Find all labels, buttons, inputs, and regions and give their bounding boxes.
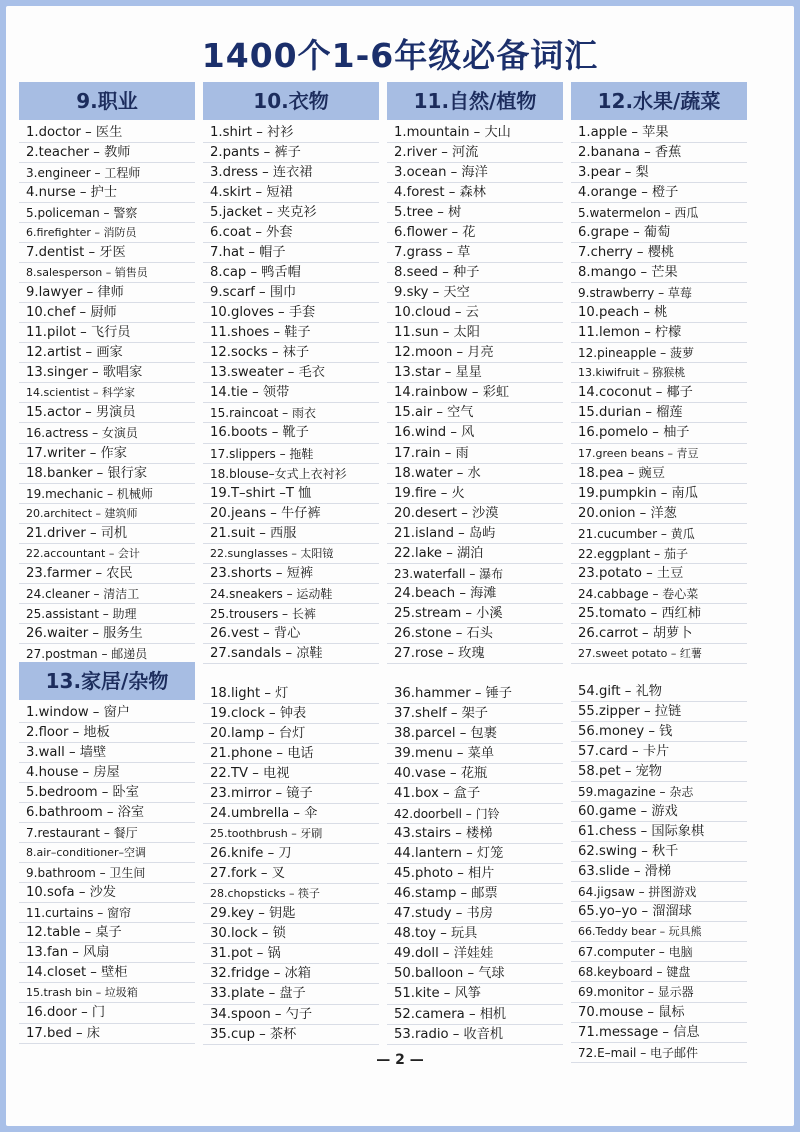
word-item: 14.scientist – 科学家 (19, 383, 195, 403)
word-item: 61.chess – 国际象棋 (571, 822, 747, 842)
word-item: 4.nurse – 护士 (19, 183, 195, 203)
word-item: 2.pants – 裤子 (203, 143, 379, 163)
word-item: 27.fork – 叉 (203, 864, 379, 884)
word-item: 16.boots – 靴子 (203, 423, 379, 443)
word-item: 23.farmer – 农民 (19, 564, 195, 584)
word-item: 17.writer – 作家 (19, 444, 195, 464)
word-item: 9.scarf – 围巾 (203, 283, 379, 303)
word-item: 7.dentist – 牙医 (19, 243, 195, 263)
word-item: 13.star – 星星 (387, 363, 563, 383)
word-item: 12.socks – 袜子 (203, 343, 379, 363)
word-item: 16.door – 门 (19, 1003, 195, 1023)
word-list (571, 682, 747, 1063)
word-item: 31.pot – 锅 (203, 944, 379, 964)
word-item: 49.doll – 洋娃娃 (387, 944, 563, 964)
word-item: 69.monitor – 显示器 (571, 982, 747, 1002)
word-item: 38.parcel – 包裹 (387, 724, 563, 744)
word-item: 3.engineer – 工程师 (19, 163, 195, 183)
word-item: 66.Teddy bear – 玩具熊 (571, 922, 747, 942)
word-item: 27.rose – 玫瑰 (387, 644, 563, 664)
word-item: 60.game – 游戏 (571, 802, 747, 822)
word-item: 23.mirror – 镜子 (203, 784, 379, 804)
word-list (571, 123, 747, 664)
word-item: 59.magazine – 杂志 (571, 782, 747, 802)
word-item: 10.chef – 厨师 (19, 303, 195, 323)
word-item: 15.raincoat – 雨衣 (203, 403, 379, 423)
word-item: 10.peach – 桃 (571, 303, 747, 323)
word-item: 52.camera – 相机 (387, 1005, 563, 1025)
word-item: 21.cucumber – 黄瓜 (571, 524, 747, 544)
word-item: 1.mountain – 大山 (387, 123, 563, 143)
word-item: 11.sun – 太阳 (387, 323, 563, 343)
word-item: 4.orange – 橙子 (571, 183, 747, 203)
word-item: 40.vase – 花瓶 (387, 764, 563, 784)
word-item: 12.pineapple – 菠萝 (571, 343, 747, 363)
word-item: 3.ocean – 海洋 (387, 163, 563, 183)
word-list (387, 123, 563, 664)
word-item: 1.doctor – 医生 (19, 123, 195, 143)
word-item: 50.balloon – 气球 (387, 964, 563, 984)
word-item: 13.singer – 歌唱家 (19, 363, 195, 383)
section-household-cont-4 (571, 679, 747, 1063)
word-item: 29.key – 钥匙 (203, 904, 379, 924)
section-household-cont-3 (387, 681, 563, 1045)
word-item: 8.mango – 芒果 (571, 263, 747, 283)
word-item: 57.card – 卡片 (571, 742, 747, 762)
section-occupations (19, 82, 195, 664)
word-item: 11.curtains – 窗帘 (19, 903, 195, 923)
word-item: 4.skirt – 短裙 (203, 183, 379, 203)
word-item: 1.apple – 苹果 (571, 123, 747, 143)
word-item: 22.accountant – 会计 (19, 544, 195, 564)
word-item: 47.study – 书房 (387, 904, 563, 924)
word-item: 7.grass – 草 (387, 243, 563, 263)
word-item: 25.stream – 小溪 (387, 604, 563, 624)
word-item: 37.shelf – 架子 (387, 704, 563, 724)
word-item: 6.coat – 外套 (203, 223, 379, 243)
word-item: 15.actor – 男演员 (19, 403, 195, 423)
word-item: 5.tree – 树 (387, 203, 563, 223)
word-item: 15.air – 空气 (387, 403, 563, 423)
word-item: 11.shoes – 鞋子 (203, 323, 379, 343)
word-item: 67.computer – 电脑 (571, 942, 747, 962)
word-item: 25.trousers – 长裤 (203, 604, 379, 624)
word-item: 21.suit – 西服 (203, 524, 379, 544)
word-item: 43.stairs – 楼梯 (387, 824, 563, 844)
word-item: 2.floor – 地板 (19, 723, 195, 743)
word-list (203, 123, 379, 664)
page (6, 6, 794, 1126)
word-item: 24.sneakers – 运动鞋 (203, 584, 379, 604)
word-item: 5.bedroom – 卧室 (19, 783, 195, 803)
word-item: 63.slide – 滑梯 (571, 862, 747, 882)
word-item: 14.tie – 领带 (203, 383, 379, 403)
word-list (19, 123, 195, 664)
word-item: 17.rain – 雨 (387, 444, 563, 464)
word-item: 9.lawyer – 律师 (19, 283, 195, 303)
word-item: 21.driver – 司机 (19, 524, 195, 544)
word-item: 55.zipper – 拉链 (571, 702, 747, 722)
word-item: 2.river – 河流 (387, 143, 563, 163)
word-item: 72.E–mail – 电子邮件 (571, 1043, 747, 1063)
section-household-cont-2 (203, 681, 379, 1045)
word-item: 28.chopsticks – 筷子 (203, 884, 379, 904)
word-item: 20.desert – 沙漠 (387, 504, 563, 524)
word-item: 56.money – 钱 (571, 722, 747, 742)
word-item: 23.potato – 土豆 (571, 564, 747, 584)
word-item: 19.mechanic – 机械师 (19, 484, 195, 504)
word-item: 3.pear – 梨 (571, 163, 747, 183)
page-title: 1400个1-6年级必备词汇 (201, 36, 599, 75)
section-heading: 9.职业 (19, 82, 195, 120)
word-item: 20.onion – 洋葱 (571, 504, 747, 524)
section-heading: 10.衣物 (203, 82, 379, 120)
word-item: 9.bathroom – 卫生间 (19, 863, 195, 883)
word-item: 62.swing – 秋千 (571, 842, 747, 862)
word-item: 68.keyboard – 键盘 (571, 962, 747, 982)
word-item: 25.toothbrush – 牙刷 (203, 824, 379, 844)
word-item: 71.message – 信息 (571, 1023, 747, 1043)
word-item: 65.yo–yo – 溜溜球 (571, 902, 747, 922)
word-item: 25.assistant – 助理 (19, 604, 195, 624)
section-heading: 11.自然/植物 (387, 82, 563, 120)
word-item: 44.lantern – 灯笼 (387, 844, 563, 864)
word-item: 19.fire – 火 (387, 484, 563, 504)
word-item: 39.menu – 菜单 (387, 744, 563, 764)
word-item: 16.actress – 女演员 (19, 423, 195, 443)
word-item: 27.postman – 邮递员 (19, 644, 195, 664)
word-item: 5.watermelon – 西瓜 (571, 203, 747, 223)
word-item: 26.vest – 背心 (203, 624, 379, 644)
word-item: 17.slippers – 拖鞋 (203, 444, 379, 464)
word-item: 48.toy – 玩具 (387, 924, 563, 944)
word-item: 6.flower – 花 (387, 223, 563, 243)
word-item: 13.sweater – 毛衣 (203, 363, 379, 383)
word-item: 19.clock – 钟表 (203, 704, 379, 724)
word-list (19, 703, 195, 1044)
word-item: 7.cherry – 樱桃 (571, 243, 747, 263)
word-item: 18.pea – 豌豆 (571, 464, 747, 484)
word-item: 27.sandals – 凉鞋 (203, 644, 379, 664)
section-clothing (203, 82, 379, 664)
word-item: 13.kiwifruit – 猕猴桃 (571, 363, 747, 383)
word-item: 64.jigsaw – 拼图游戏 (571, 882, 747, 902)
word-item: 20.jeans – 牛仔裤 (203, 504, 379, 524)
word-item: 14.closet – 壁柜 (19, 963, 195, 983)
word-item: 30.lock – 锁 (203, 924, 379, 944)
section-nature (387, 82, 563, 664)
word-item: 42.doorbell – 门铃 (387, 804, 563, 824)
word-item: 5.jacket – 夹克衫 (203, 203, 379, 223)
word-item: 5.policeman – 警察 (19, 203, 195, 223)
word-item: 18.water – 水 (387, 464, 563, 484)
word-item: 51.kite – 风筝 (387, 984, 563, 1004)
word-item: 16.pomelo – 柚子 (571, 423, 747, 443)
word-item: 35.cup – 茶杯 (203, 1025, 379, 1045)
word-item: 45.photo – 相片 (387, 864, 563, 884)
word-item: 21.phone – 电话 (203, 744, 379, 764)
word-item: 18.banker – 银行家 (19, 464, 195, 484)
word-item: 3.wall – 墙壁 (19, 743, 195, 763)
word-item: 27.sweet potato – 红薯 (571, 644, 747, 664)
word-list (387, 684, 563, 1045)
section-fruits-vegetables (571, 82, 747, 664)
word-item: 7.hat – 帽子 (203, 243, 379, 263)
word-item: 23.shorts – 短裤 (203, 564, 379, 584)
word-item: 26.knife – 刀 (203, 844, 379, 864)
word-item: 10.cloud – 云 (387, 303, 563, 323)
word-item: 20.lamp – 台灯 (203, 724, 379, 744)
word-item: 12.artist – 画家 (19, 343, 195, 363)
word-item: 46.stamp – 邮票 (387, 884, 563, 904)
word-item: 22.eggplant – 茄子 (571, 544, 747, 564)
word-item: 14.coconut – 椰子 (571, 383, 747, 403)
word-item: 9.sky – 天空 (387, 283, 563, 303)
word-item: 34.spoon – 勺子 (203, 1005, 379, 1025)
word-item: 20.architect – 建筑师 (19, 504, 195, 524)
word-item: 16.wind – 风 (387, 423, 563, 443)
word-item: 18.light – 灯 (203, 684, 379, 704)
word-item: 12.moon – 月亮 (387, 343, 563, 363)
word-item: 33.plate – 盘子 (203, 984, 379, 1004)
section-heading: 13.家居/杂物 (19, 662, 195, 700)
word-item: 8.salesperson – 销售员 (19, 263, 195, 283)
word-item: 19.T–shirt –T 恤 (203, 484, 379, 504)
word-item: 1.window – 窗户 (19, 703, 195, 723)
word-item: 41.box – 盒子 (387, 784, 563, 804)
word-item: 24.cleaner – 清洁工 (19, 584, 195, 604)
page-number: — 2 — (376, 1052, 424, 1068)
word-item: 17.green beans – 青豆 (571, 444, 747, 464)
word-item: 15.durian – 榴莲 (571, 403, 747, 423)
word-item: 14.rainbow – 彩虹 (387, 383, 563, 403)
word-item: 2.teacher – 教师 (19, 143, 195, 163)
word-item: 22.sunglasses – 太阳镜 (203, 544, 379, 564)
word-item: 23.waterfall – 瀑布 (387, 564, 563, 584)
word-item: 36.hammer – 锤子 (387, 684, 563, 704)
word-item: 10.gloves – 手套 (203, 303, 379, 323)
word-item: 10.sofa – 沙发 (19, 883, 195, 903)
word-item: 11.pilot – 飞行员 (19, 323, 195, 343)
word-item: 2.banana – 香蕉 (571, 143, 747, 163)
word-item: 26.carrot – 胡萝卜 (571, 624, 747, 644)
word-list (203, 684, 379, 1045)
word-item: 8.cap – 鸭舌帽 (203, 263, 379, 283)
word-item: 21.island – 岛屿 (387, 524, 563, 544)
word-item: 8.air–conditioner–空调 (19, 843, 195, 863)
word-item: 26.waiter – 服务生 (19, 624, 195, 644)
word-item: 24.beach – 海滩 (387, 584, 563, 604)
word-item: 3.dress – 连衣裙 (203, 163, 379, 183)
word-item: 12.table – 桌子 (19, 923, 195, 943)
word-item: 1.shirt – 衬衫 (203, 123, 379, 143)
word-item: 54.gift – 礼物 (571, 682, 747, 702)
word-item: 24.cabbage – 卷心菜 (571, 584, 747, 604)
section-household (19, 662, 195, 1044)
word-item: 25.tomato – 西红柿 (571, 604, 747, 624)
word-item: 7.restaurant – 餐厅 (19, 823, 195, 843)
word-item: 17.bed – 床 (19, 1024, 195, 1044)
word-item: 6.bathroom – 浴室 (19, 803, 195, 823)
word-item: 70.mouse – 鼠标 (571, 1003, 747, 1023)
word-item: 13.fan – 风扇 (19, 943, 195, 963)
word-item: 32.fridge – 冰箱 (203, 964, 379, 984)
word-item: 9.strawberry – 草莓 (571, 283, 747, 303)
word-item: 6.firefighter – 消防员 (19, 223, 195, 243)
word-item: 58.pet – 宠物 (571, 762, 747, 782)
section-heading: 12.水果/蔬菜 (571, 82, 747, 120)
word-item: 22.lake – 湖泊 (387, 544, 563, 564)
word-item: 22.TV – 电视 (203, 764, 379, 784)
word-item: 24.umbrella – 伞 (203, 804, 379, 824)
word-item: 18.blouse–女式上衣衬衫 (203, 464, 379, 484)
word-item: 4.forest – 森林 (387, 183, 563, 203)
word-item: 26.stone – 石头 (387, 624, 563, 644)
word-item: 8.seed – 种子 (387, 263, 563, 283)
word-item: 11.lemon – 柠檬 (571, 323, 747, 343)
word-item: 19.pumpkin – 南瓜 (571, 484, 747, 504)
word-item: 4.house – 房屋 (19, 763, 195, 783)
word-item: 53.radio – 收音机 (387, 1025, 563, 1045)
word-item: 15.trash bin – 垃圾箱 (19, 983, 195, 1003)
word-item: 6.grape – 葡萄 (571, 223, 747, 243)
